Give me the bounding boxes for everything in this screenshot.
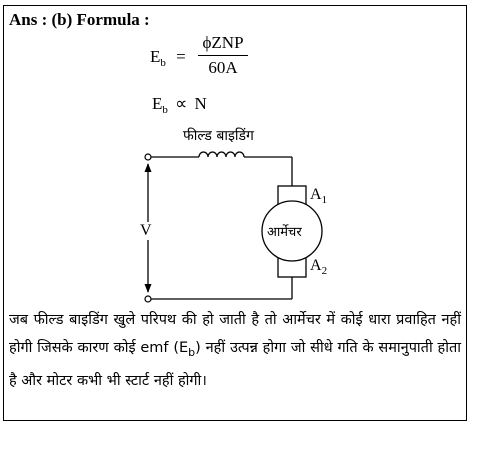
explanation-paragraph <box>9 306 461 395</box>
emf-subscript-2: b <box>162 104 168 116</box>
answer-heading: Ans : (b) Formula : <box>9 10 150 29</box>
field-winding-coil <box>199 152 244 157</box>
explanation-subscript: b <box>188 346 196 359</box>
explanation-text-rest: ) नहीं उत्पन्न होगा जो सीधे गति के समानुपाती होता है और मोटर कभी भी स्टार्ट नहीं होगी। <box>9 340 461 389</box>
a2-terminal-label <box>310 257 327 277</box>
arrowhead-up <box>145 163 152 172</box>
explanation-text: जब फील्ड बाइडिंग खुले परिपथ की हो जाती है तो आर्मेचर में कोई धारा प्रवाहित नहीं होगी जिसके कारण कोई emf (E <box>9 312 461 356</box>
armature-label: आर्मेचर <box>267 225 302 240</box>
arrowhead-down <box>145 284 152 293</box>
a1-terminal-label <box>310 186 327 206</box>
equals-sign: = <box>176 47 186 66</box>
a1-letter: A <box>310 186 322 203</box>
proportional-sign: ∝ <box>175 94 188 113</box>
emf-subscript: b <box>160 57 166 69</box>
speed-symbol: N <box>194 94 207 113</box>
field-winding-label: फील्ड बाइडिंग <box>183 128 254 144</box>
a1-subscript: 1 <box>321 194 328 206</box>
a2-letter: A <box>310 257 322 274</box>
fraction-denominator: 60A <box>208 58 238 77</box>
bottom-terminal <box>145 296 151 302</box>
a2-subscript: 2 <box>321 265 328 277</box>
voltage-label: V <box>140 222 152 239</box>
fraction-numerator: ϕZNP <box>202 33 244 52</box>
emf-symbol-2: E <box>152 94 163 113</box>
top-terminal <box>145 154 151 160</box>
emf-symbol: E <box>150 47 161 66</box>
